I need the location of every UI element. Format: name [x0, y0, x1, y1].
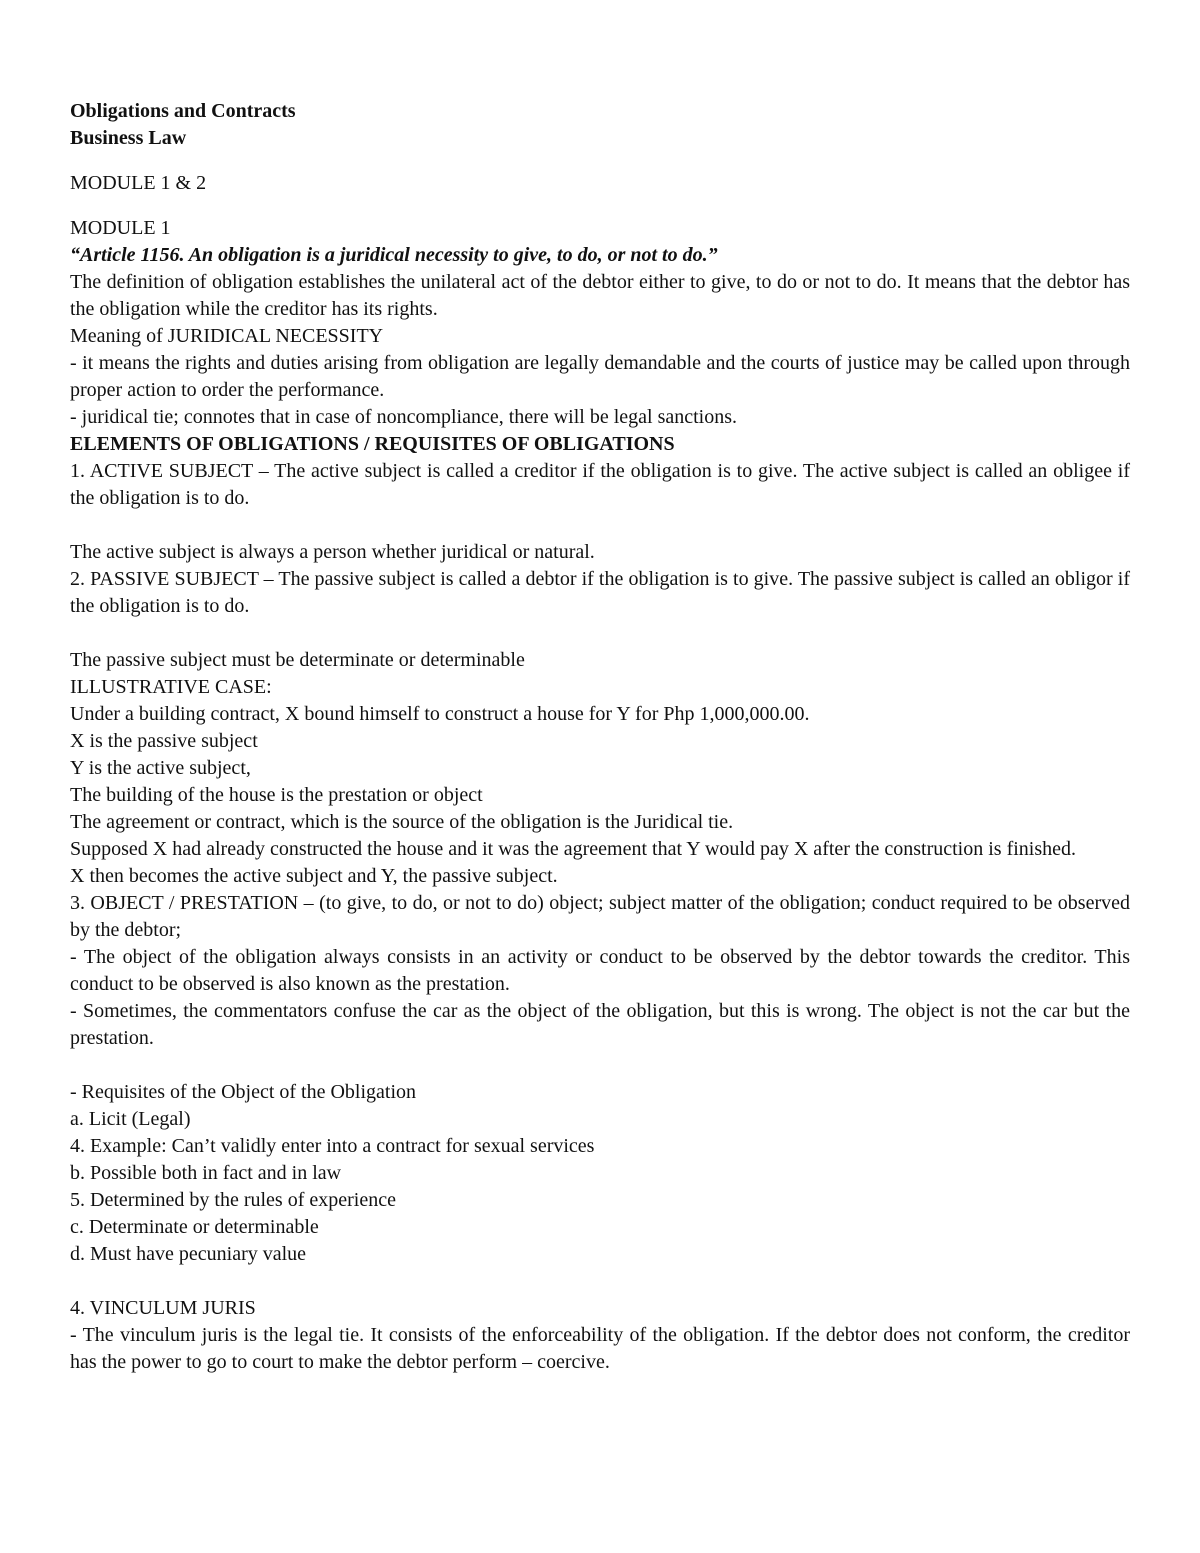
case-then-line: X then becomes the active subject and Y, the passive subject. [70, 865, 558, 887]
elements-heading: ELEMENTS OF OBLIGATIONS / REQUISITES OF OBLIGATIONS [70, 433, 675, 455]
case-line: Y is the active subject, [70, 757, 251, 779]
module1-heading: MODULE 1 [70, 217, 171, 239]
vinculum-heading: 4. VINCULUM JURIS [70, 1297, 256, 1319]
spacer [70, 1052, 1130, 1079]
passive-subject-paragraph: 2. PASSIVE SUBJECT – The passive subject is called a debtor if the obligation is to give. The passive subject is called an obligor if the obligation is to do. [70, 568, 1130, 617]
spacer [70, 1268, 1130, 1295]
requisite-item: c. Determinate or determinable [70, 1216, 319, 1238]
spacer [70, 152, 1130, 170]
requisite-item: b. Possible both in fact and in law [70, 1162, 342, 1184]
case-line: The building of the house is the prestation or object [70, 784, 483, 806]
object-note-1: - The object of the obligation always consists in an activity or conduct to be observed by the debtor towards the creditor. This conduct to be observed is also known as the prestation. [70, 946, 1130, 995]
passive-subject-note: The passive subject must be determinate or determinable [70, 649, 525, 671]
modules-label: MODULE 1 & 2 [70, 172, 207, 194]
active-subject-paragraph: 1. ACTIVE SUBJECT – The active subject is called a creditor if the obligation is to give. The active subject is called an obligee if the obligation is to do. [70, 460, 1130, 509]
spacer [70, 620, 1130, 647]
case-line: Under a building contract, X bound himself to construct a house for Y for Php 1,000,000.00. [70, 703, 810, 725]
case-line: X is the passive subject [70, 730, 258, 752]
object-paragraph: 3. OBJECT / PRESTATION – (to give, to do, or not to do) object; subject matter of the obligation; conduct required to be observed by the debtor; [70, 892, 1130, 941]
requisites-heading: - Requisites of the Object of the Obligation [70, 1081, 417, 1103]
requisite-item: 4. Example: Can’t validly enter into a contract for sexual services [70, 1135, 595, 1157]
meaning-paragraph-1: - it means the rights and duties arising from obligation are legally demandable and the courts of justice may be called upon through proper action to order the performance. [70, 352, 1130, 401]
article-quote: “Article 1156. An obligation is a juridical necessity to give, to do, or not to do.” [70, 244, 718, 266]
active-subject-note: The active subject is always a person whether juridical or natural. [70, 541, 595, 563]
case-heading: ILLUSTRATIVE CASE: [70, 676, 272, 698]
requisite-item: d. Must have pecuniary value [70, 1243, 307, 1265]
document-subtitle: Business Law [70, 127, 187, 149]
meaning-heading: Meaning of JURIDICAL NECESSITY [70, 325, 384, 347]
vinculum-paragraph: - The vinculum juris is the legal tie. It consists of the enforceability of the obligation. If the debtor does not conform, the creditor has the power to go to court to make the debtor perform – coercive. [70, 1324, 1130, 1373]
requisite-item: a. Licit (Legal) [70, 1108, 191, 1130]
object-note-2: - Sometimes, the commentators confuse the car as the object of the obligation, but this is wrong. The object is not the car but the prestation. [70, 1000, 1130, 1049]
document-page [70, 98, 1130, 1376]
spacer [70, 512, 1130, 539]
case-line: The agreement or contract, which is the source of the obligation is the Juridical tie. [70, 811, 734, 833]
meaning-paragraph-2: - juridical tie; connotes that in case of noncompliance, there will be legal sanctions. [70, 406, 738, 428]
requisite-item: 5. Determined by the rules of experience [70, 1189, 396, 1211]
case-supposed-paragraph: Supposed X had already constructed the house and it was the agreement that Y would pay X after the construction is finished. [70, 838, 1077, 860]
spacer [70, 197, 1130, 215]
document-title: Obligations and Contracts [70, 100, 296, 122]
definition-paragraph: The definition of obligation establishes the unilateral act of the debtor either to give, to do or not to do. It means that the debtor has the obligation while the creditor has its rights. [70, 271, 1130, 320]
